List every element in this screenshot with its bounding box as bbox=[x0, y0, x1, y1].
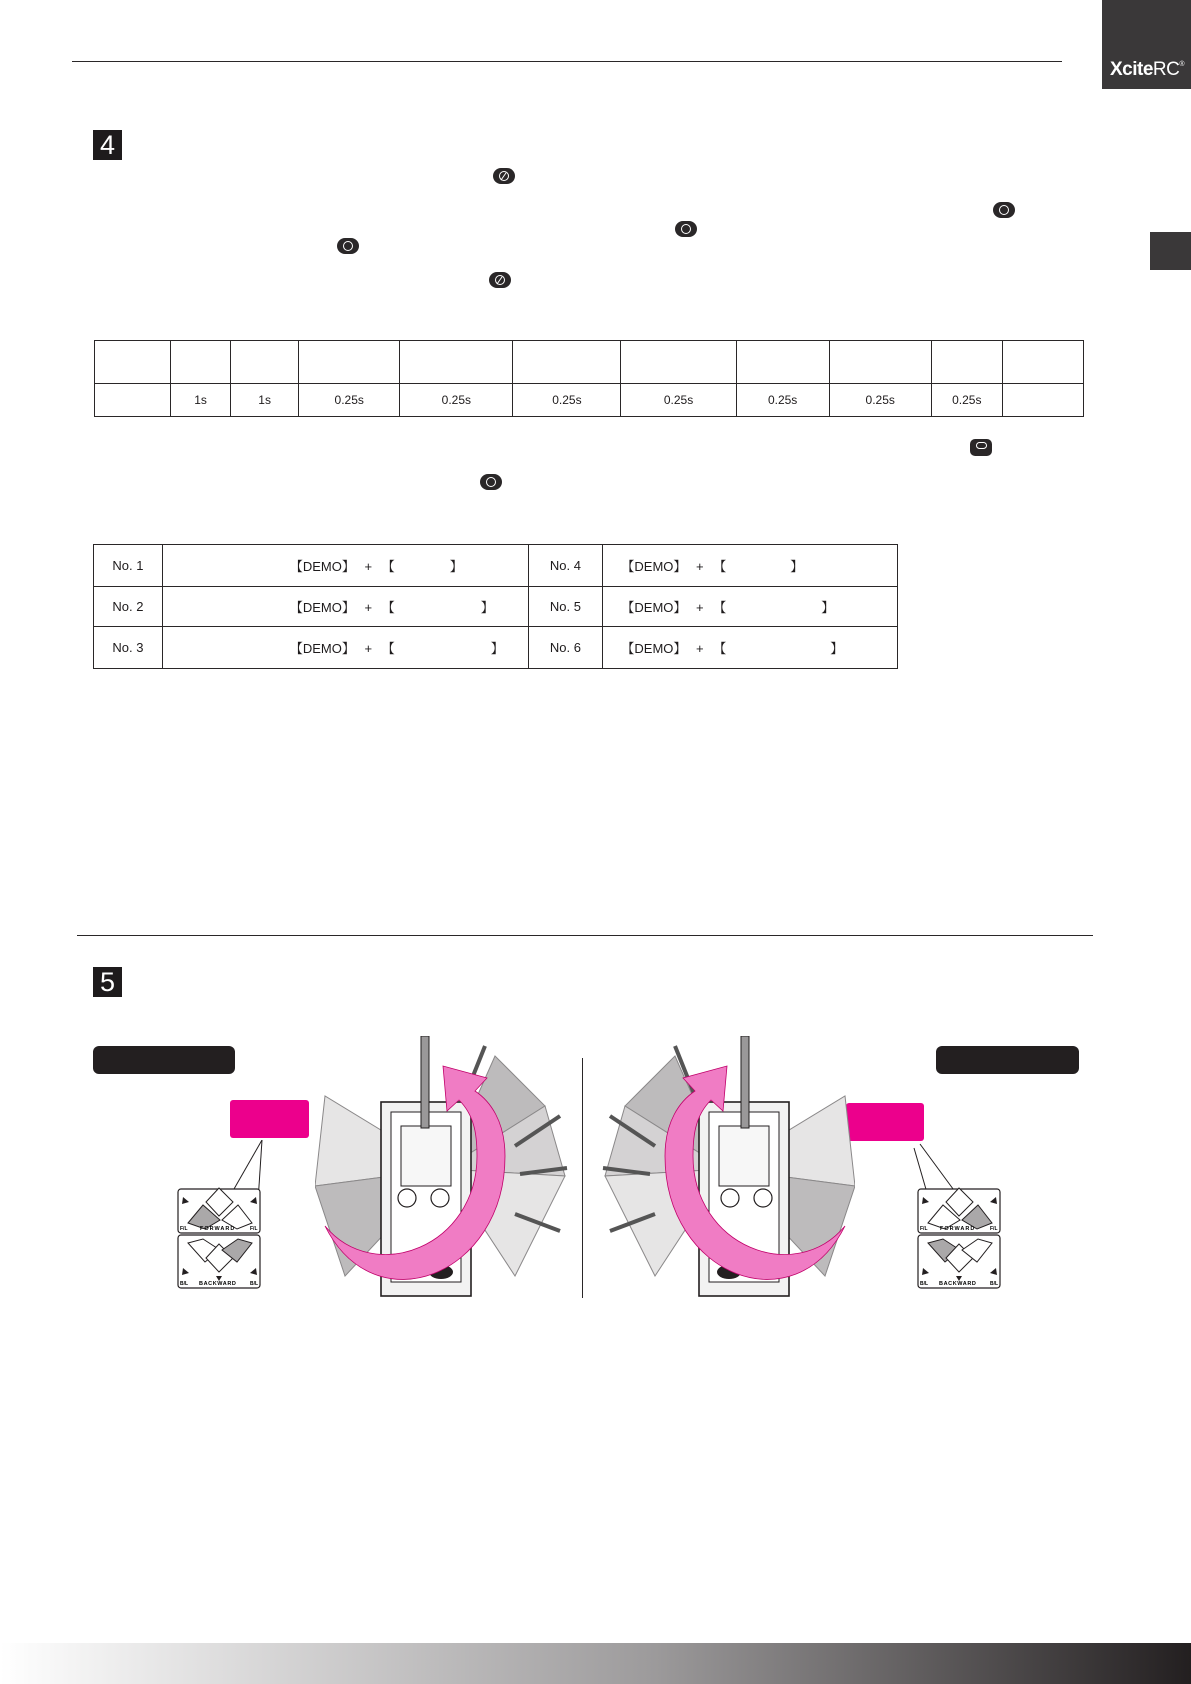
combo-number: No. 5 bbox=[528, 587, 603, 627]
fr-label: F/L bbox=[250, 1226, 258, 1232]
tank-hatch bbox=[398, 1189, 416, 1207]
combo-number: No. 6 bbox=[528, 627, 603, 669]
timing-header-cell bbox=[95, 341, 171, 384]
timing-cell: 0.25s bbox=[299, 384, 400, 417]
timing-time-row bbox=[95, 384, 1084, 417]
tank-turret bbox=[719, 1126, 769, 1186]
bracket-open: 【 bbox=[713, 600, 727, 615]
combo-formula bbox=[603, 587, 898, 627]
ok-button-icon bbox=[480, 474, 502, 490]
plus-sign: + bbox=[364, 641, 373, 656]
plus-sign: + bbox=[696, 641, 704, 656]
right-caption-pill bbox=[936, 1046, 1079, 1074]
tank-hatch bbox=[721, 1189, 739, 1207]
demo-label: 【DEMO】 bbox=[621, 641, 687, 656]
plus-sign: + bbox=[696, 600, 704, 615]
tank-turret bbox=[401, 1126, 451, 1186]
bracket-open: 【 bbox=[381, 600, 395, 615]
timing-cell bbox=[95, 384, 171, 417]
combo-formula bbox=[603, 627, 898, 669]
section-separator bbox=[77, 935, 1093, 936]
timing-cell bbox=[1002, 384, 1083, 417]
br-label: B/L bbox=[250, 1281, 259, 1287]
bl-label: B/L bbox=[920, 1281, 929, 1287]
top-rule bbox=[72, 61, 1062, 62]
timing-header-cell bbox=[171, 341, 231, 384]
brand-tab bbox=[1102, 0, 1191, 89]
bracket-open: 【 bbox=[713, 559, 727, 574]
combo-formula bbox=[162, 587, 528, 627]
bracket-open: 【 bbox=[381, 559, 395, 574]
bracket-close: 】 bbox=[821, 600, 835, 615]
tank-barrel bbox=[421, 1036, 429, 1128]
combo-number: No. 1 bbox=[94, 545, 163, 587]
timing-header-row bbox=[95, 341, 1084, 384]
demo-label: 【DEMO】 bbox=[289, 641, 355, 656]
demo-label: 【DEMO】 bbox=[289, 559, 355, 574]
timing-cell: 0.25s bbox=[829, 384, 931, 417]
forward-label: FORWARD bbox=[940, 1226, 976, 1232]
timing-header-cell bbox=[931, 341, 1002, 384]
timing-header-cell bbox=[400, 341, 513, 384]
backward-label: BACKWARD bbox=[939, 1281, 977, 1287]
timing-header-cell bbox=[513, 341, 621, 384]
combo-number: No. 3 bbox=[94, 627, 163, 669]
plus-sign: + bbox=[364, 559, 373, 574]
bracket-open: 【 bbox=[381, 641, 395, 656]
section-4-number: 4 bbox=[93, 130, 122, 160]
tank-rotation-left-diagram bbox=[595, 1036, 855, 1302]
combo-number: No. 4 bbox=[528, 545, 603, 587]
fl-label: F/L bbox=[180, 1226, 188, 1232]
tank-barrel bbox=[741, 1036, 749, 1128]
plus-sign: + bbox=[696, 559, 704, 574]
backward-label: BACKWARD bbox=[199, 1281, 237, 1287]
bracket-close: 】 bbox=[830, 641, 844, 656]
bl-label: B/L bbox=[180, 1281, 189, 1287]
combo-number: No. 2 bbox=[94, 587, 163, 627]
ok-button-icon bbox=[993, 202, 1015, 218]
timing-cell: 1s bbox=[231, 384, 299, 417]
bracket-close: 】 bbox=[449, 559, 463, 574]
demo-label: 【DEMO】 bbox=[289, 600, 355, 615]
section-5-number: 5 bbox=[93, 967, 122, 997]
footer-gradient-bar bbox=[0, 1643, 1191, 1684]
timing-header-cell bbox=[829, 341, 931, 384]
diagram-divider bbox=[582, 1058, 583, 1298]
brand-logo: XciteRC® bbox=[1110, 59, 1185, 80]
timing-cell: 0.25s bbox=[400, 384, 513, 417]
timing-header-cell bbox=[736, 341, 829, 384]
tank-rotation-right-diagram bbox=[315, 1036, 575, 1302]
loop-button-icon bbox=[970, 439, 992, 456]
bracket-close: 】 bbox=[490, 641, 504, 656]
right-highlight-label bbox=[846, 1103, 924, 1141]
forward-label: FORWARD bbox=[200, 1226, 236, 1232]
timing-cell: 0.25s bbox=[513, 384, 621, 417]
combo-formula bbox=[162, 627, 528, 669]
tank-hatch bbox=[431, 1189, 449, 1207]
timing-cell: 0.25s bbox=[931, 384, 1002, 417]
combo-formula bbox=[162, 545, 528, 587]
combo-row bbox=[94, 545, 898, 587]
fl-label: F/L bbox=[920, 1226, 928, 1232]
left-highlight-label bbox=[230, 1100, 309, 1138]
combo-row bbox=[94, 587, 898, 627]
fr-label: F/L bbox=[990, 1226, 998, 1232]
left-control-pad-diagram bbox=[170, 1140, 270, 1290]
combo-formula bbox=[603, 545, 898, 587]
br-label: B/L bbox=[990, 1281, 999, 1287]
timing-header-cell bbox=[1002, 341, 1083, 384]
timing-header-cell bbox=[299, 341, 400, 384]
bracket-close: 】 bbox=[480, 600, 494, 615]
speed-button-icon bbox=[493, 168, 515, 184]
ok-button-icon bbox=[337, 238, 359, 254]
plus-sign: + bbox=[364, 600, 373, 615]
ok-button-icon bbox=[675, 221, 697, 237]
demo-label: 【DEMO】 bbox=[621, 559, 687, 574]
tank-hatch bbox=[754, 1189, 772, 1207]
bracket-close: 】 bbox=[790, 559, 804, 574]
demo-combo-table bbox=[93, 544, 898, 669]
timing-table bbox=[94, 340, 1084, 417]
speed-button-icon bbox=[489, 272, 511, 288]
bracket-open: 【 bbox=[713, 641, 727, 656]
side-tab bbox=[1150, 232, 1191, 270]
demo-label: 【DEMO】 bbox=[621, 600, 687, 615]
right-control-pad-diagram bbox=[910, 1140, 1010, 1290]
timing-header-cell bbox=[231, 341, 299, 384]
left-caption-pill bbox=[93, 1046, 235, 1074]
combo-row bbox=[94, 627, 898, 669]
timing-cell: 0.25s bbox=[736, 384, 829, 417]
timing-cell: 1s bbox=[171, 384, 231, 417]
timing-cell: 0.25s bbox=[621, 384, 736, 417]
timing-header-cell bbox=[621, 341, 736, 384]
